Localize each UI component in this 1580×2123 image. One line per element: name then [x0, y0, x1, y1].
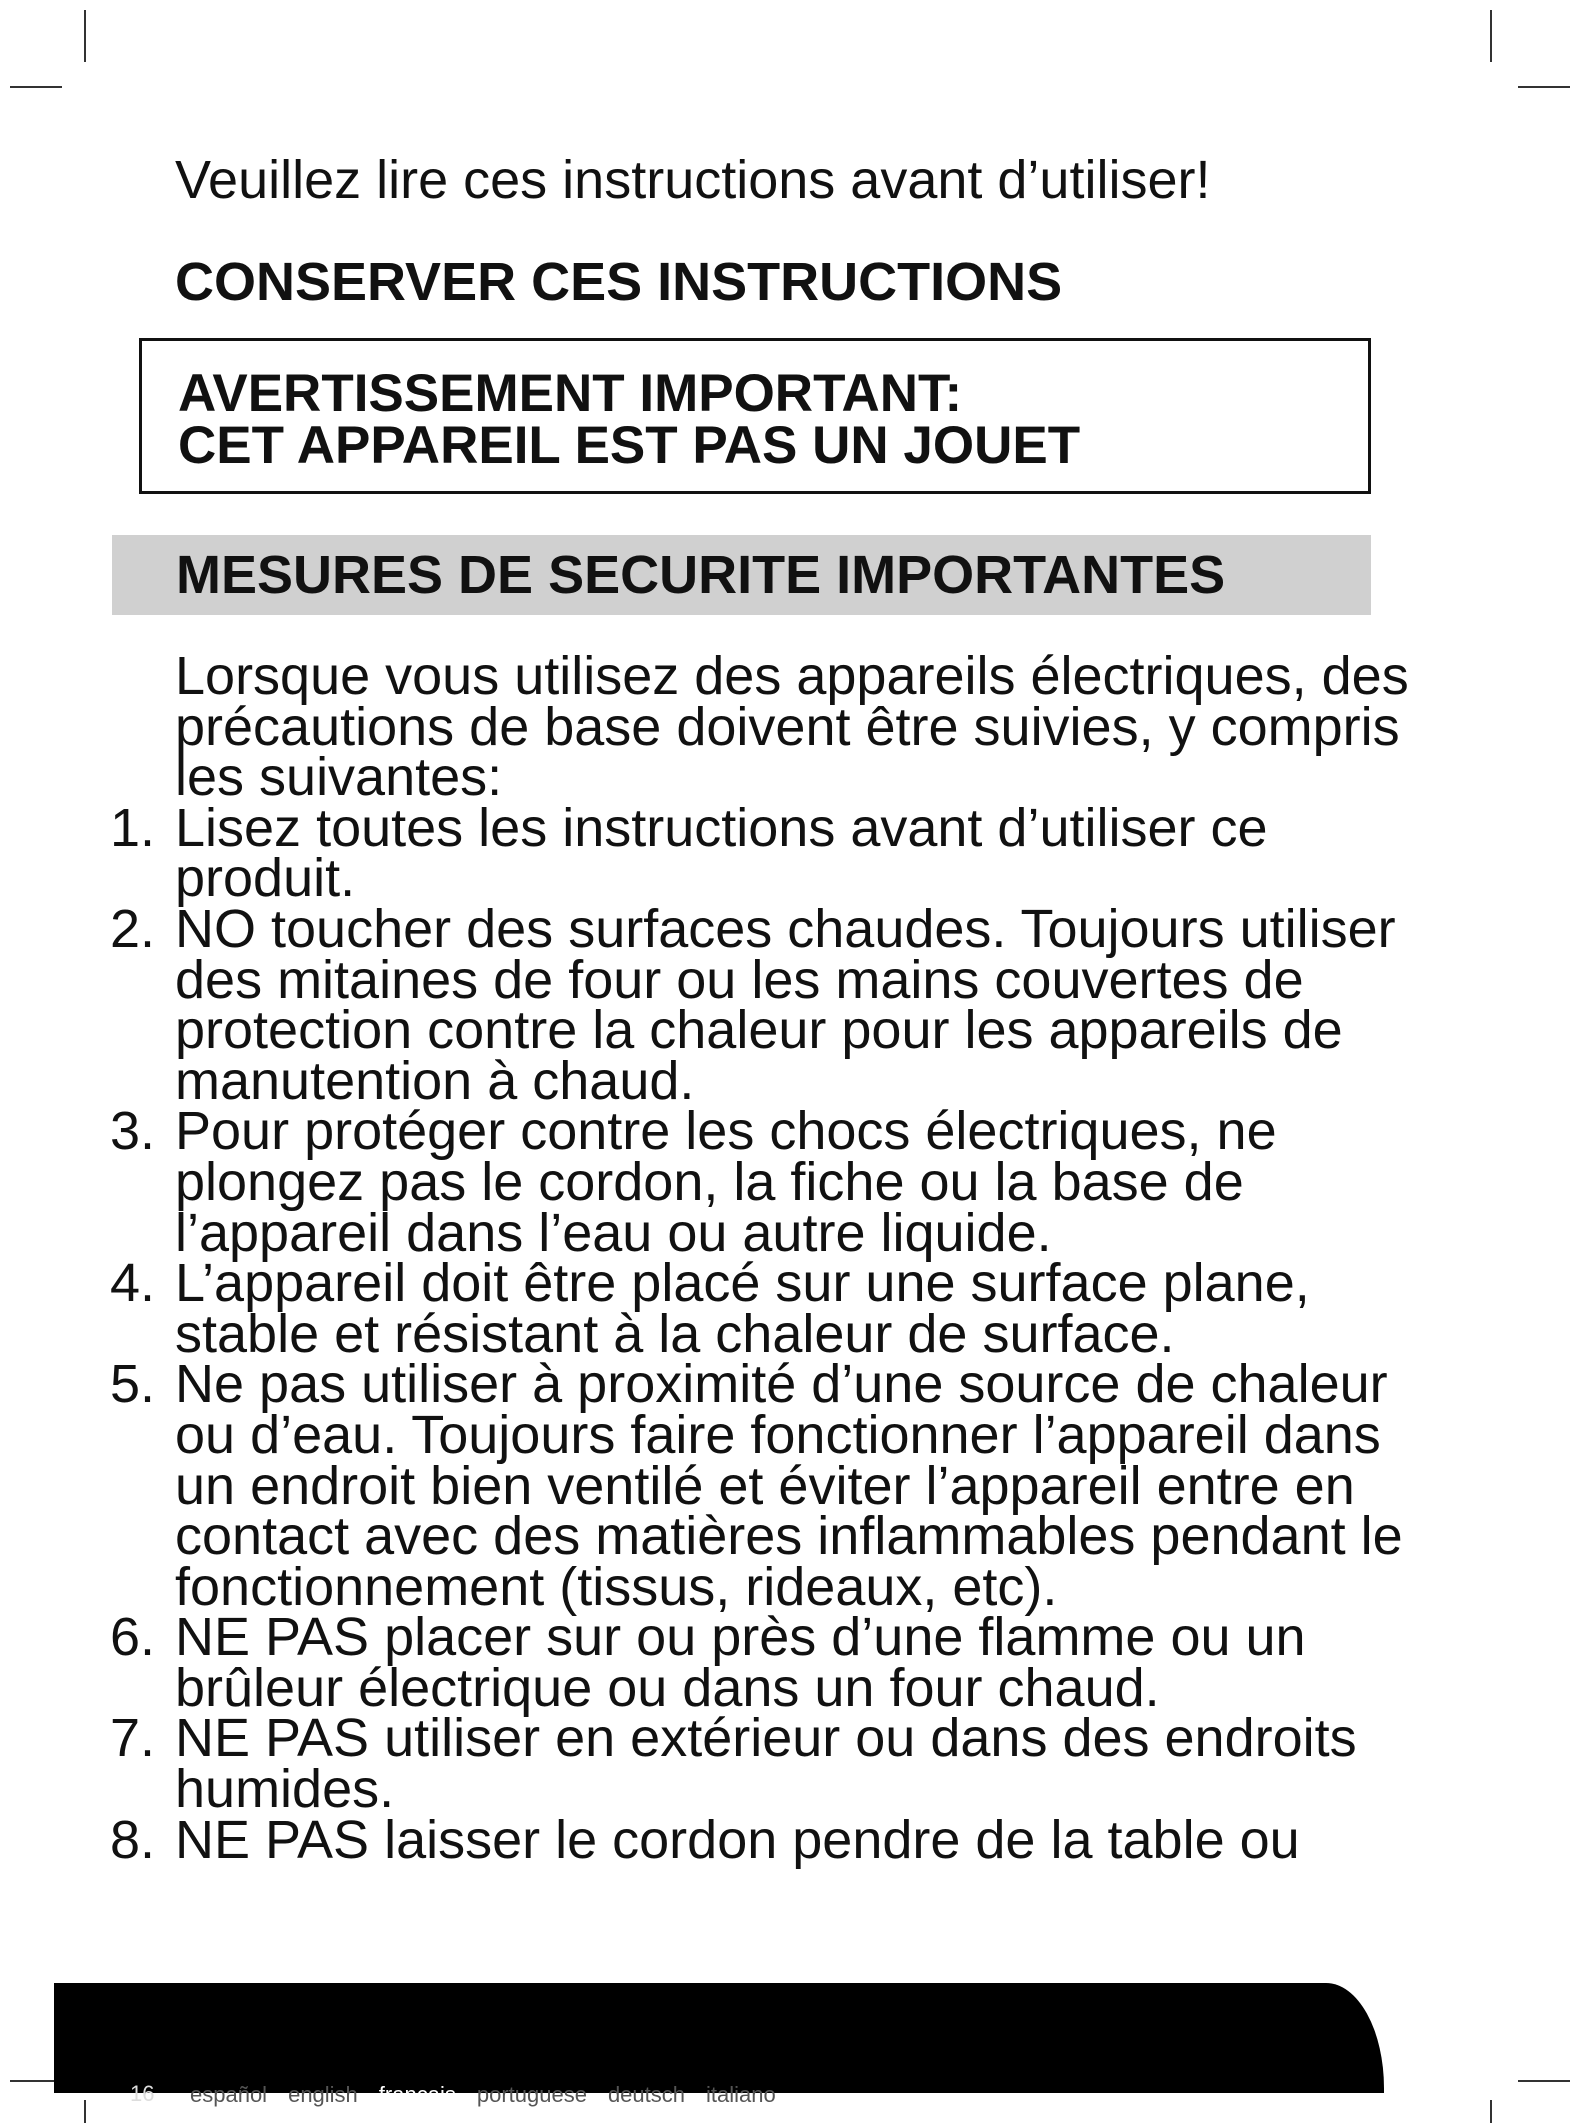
language-tab-francais[interactable]: français — [378, 2082, 456, 2107]
warning-line-1: AVERTISSEMENT IMPORTANT: — [178, 364, 963, 423]
section-title-bar — [112, 535, 1371, 615]
list-item — [110, 1101, 1430, 1263]
keep-instructions-heading: CONSERVER CES INSTRUCTIONS — [175, 252, 1063, 312]
intro-text: Veuillez lire ces instructions avant d’utiliser! — [175, 150, 1211, 210]
crop-mark-bottom-right-horizontal — [1518, 2080, 1570, 2082]
language-tab-english[interactable]: english — [288, 2082, 358, 2107]
language-tabs — [190, 2082, 776, 2108]
list-item — [110, 1809, 1430, 1870]
crop-mark-top-right-horizontal — [1518, 86, 1570, 88]
item-number: 3. — [110, 1101, 156, 1162]
item-text: NO toucher des surfaces chaudes. Toujours utiliser des mitaines de four ou les mains couvertes de protection contre la chaleur pour les appareils de manutention à chaud. — [175, 898, 1396, 1111]
crop-mark-top-right-vertical — [1490, 10, 1492, 62]
item-text: NE PAS placer sur ou près d’une flamme ou un brûleur électrique ou dans un four chaud. — [175, 1607, 1306, 1718]
list-item — [110, 1708, 1430, 1820]
safety-content — [110, 646, 1430, 1870]
language-tab-deutsch[interactable]: deutsch — [607, 2082, 685, 2107]
list-item — [110, 1354, 1430, 1617]
page-number: 16 — [130, 2081, 155, 2106]
lead-paragraph: Lorsque vous utilisez des appareils électriques, des précautions de base doivent être suivies, y compris les suivantes: — [175, 646, 1409, 808]
section-title: MESURES DE SECURITE IMPORTANTES — [176, 545, 1226, 605]
item-number: 4. — [110, 1253, 156, 1314]
crop-mark-top-left-horizontal — [10, 86, 62, 88]
item-text: Lisez toutes les instructions avant d’utiliser ce produit. — [175, 797, 1268, 909]
item-number: 7. — [110, 1708, 156, 1769]
language-tab-italiano[interactable]: italiano — [706, 2082, 776, 2107]
warning-box — [139, 338, 1371, 494]
item-text: L’appareil doit être placé sur une surface plane, stable et résistant à la chaleur de surface. — [175, 1253, 1310, 1364]
list-item — [110, 1253, 1430, 1364]
item-number: 5. — [110, 1354, 156, 1415]
language-tab-portuguese[interactable]: portuguese — [476, 2082, 587, 2107]
item-text: NE PAS utiliser en extérieur ou dans des endroits humides. — [175, 1708, 1357, 1820]
item-text: Pour protéger contre les chocs électriques, ne plongez pas le cordon, la fiche ou la base de l’appareil dans l’eau ou autre liquide. — [175, 1101, 1277, 1263]
crop-mark-bottom-right-vertical — [1490, 2100, 1492, 2123]
warning-line-2: CET APPAREIL EST PAS UN JOUET — [178, 416, 1081, 475]
item-number: 6. — [110, 1607, 156, 1668]
crop-mark-top-left-vertical — [84, 10, 86, 62]
list-item — [110, 898, 1430, 1111]
item-number: 2. — [110, 898, 156, 959]
list-item — [110, 797, 1430, 909]
item-text: NE PAS laisser le cordon pendre de la table ou — [175, 1809, 1300, 1870]
item-number: 1. — [110, 797, 156, 858]
language-tab-espanol[interactable]: español — [190, 2082, 268, 2107]
item-text: Ne pas utiliser à proximité d’une source de chaleur ou d’eau. Toujours faire fonctionner l’appareil dans un endroit bien ventilé et éviter l’appareil entre en contact avec des matières inflammables pendant le fonctionnement (tissus, rideaux, etc). — [175, 1354, 1403, 1617]
list-item — [110, 1607, 1430, 1718]
page-footer — [54, 1983, 1384, 2107]
item-number: 8. — [110, 1809, 156, 1870]
crop-mark-bottom-left-vertical — [84, 2100, 86, 2123]
